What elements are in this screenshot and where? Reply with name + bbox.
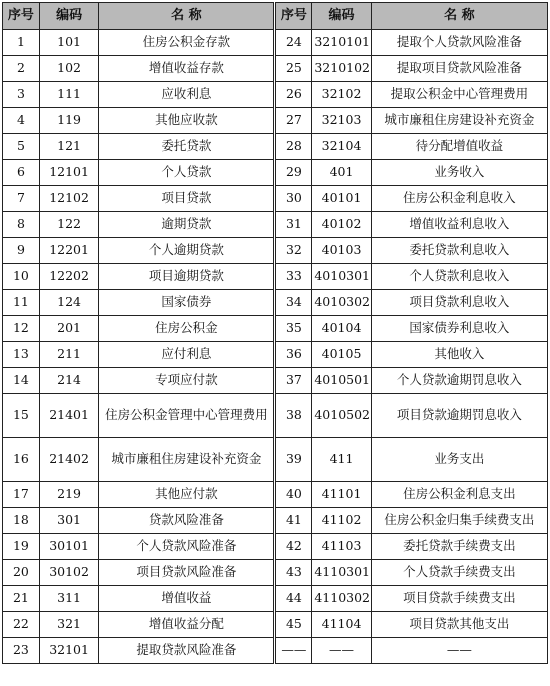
cell-name-right: 业务收入 (371, 160, 547, 186)
table-row (3, 394, 548, 438)
header-no-left: 序号 (3, 3, 40, 30)
cell-code-left: 21401 (39, 394, 98, 438)
cell-no-left: 15 (3, 394, 40, 438)
cell-name-right: 城市廉租住房建设补充资金 (371, 108, 547, 134)
cell-name-right: 个人贷款利息收入 (371, 264, 547, 290)
cell-name-left: 其他应付款 (99, 482, 275, 508)
table-row (3, 368, 548, 394)
table-row (3, 342, 548, 368)
cell-name-right: 委托贷款利息收入 (371, 238, 547, 264)
cell-no-left: 17 (3, 482, 40, 508)
cell-no-right: 34 (275, 290, 312, 316)
table-row (3, 108, 548, 134)
cell-no-left: 14 (3, 368, 40, 394)
cell-name-left: 增值收益分配 (99, 612, 275, 638)
cell-name-left: 应收利息 (99, 82, 275, 108)
table-row (3, 482, 548, 508)
cell-code-left: 12102 (39, 186, 98, 212)
cell-no-left: 23 (3, 638, 40, 664)
cell-no-right: 41 (275, 508, 312, 534)
table-row (3, 508, 548, 534)
cell-code-right: 401 (312, 160, 371, 186)
cell-code-left: 214 (39, 368, 98, 394)
cell-no-right: 38 (275, 394, 312, 438)
cell-name-left: 应付利息 (99, 342, 275, 368)
cell-code-right: 32104 (312, 134, 371, 160)
cell-no-right: 27 (275, 108, 312, 134)
cell-code-left: 122 (39, 212, 98, 238)
cell-no-right: 30 (275, 186, 312, 212)
header-name-right: 名 称 (371, 3, 547, 30)
table-row (3, 186, 548, 212)
header-name-left: 名 称 (99, 3, 275, 30)
cell-code-right: 32103 (312, 108, 371, 134)
cell-name-right: 项目贷款利息收入 (371, 290, 547, 316)
cell-code-right: 41103 (312, 534, 371, 560)
cell-name-right: 项目贷款手续费支出 (371, 586, 547, 612)
table-header (3, 3, 548, 30)
cell-name-left: 增值收益存款 (99, 56, 275, 82)
table-row (3, 82, 548, 108)
cell-code-left: 12202 (39, 264, 98, 290)
cell-no-right: 29 (275, 160, 312, 186)
cell-code-right: 4010501 (312, 368, 371, 394)
cell-no-right: —— (275, 638, 312, 664)
cell-name-left: 提取贷款风险准备 (99, 638, 275, 664)
table-row (3, 56, 548, 82)
cell-code-right: 40102 (312, 212, 371, 238)
cell-name-right: 其他收入 (371, 342, 547, 368)
cell-code-left: 12201 (39, 238, 98, 264)
cell-code-right: 4010302 (312, 290, 371, 316)
cell-no-left: 5 (3, 134, 40, 160)
cell-no-right: 33 (275, 264, 312, 290)
cell-name-left: 项目贷款风险准备 (99, 560, 275, 586)
cell-code-right: 41102 (312, 508, 371, 534)
cell-name-right: —— (371, 638, 547, 664)
cell-name-right: 住房公积金利息收入 (371, 186, 547, 212)
cell-name-right: 个人贷款逾期罚息收入 (371, 368, 547, 394)
cell-code-right: 40101 (312, 186, 371, 212)
cell-name-left: 住房公积金 (99, 316, 275, 342)
cell-no-right: 43 (275, 560, 312, 586)
cell-code-right: 3210101 (312, 30, 371, 56)
cell-code-right: 40105 (312, 342, 371, 368)
cell-name-right: 提取公积金中心管理费用 (371, 82, 547, 108)
cell-no-left: 8 (3, 212, 40, 238)
cell-code-right: 41104 (312, 612, 371, 638)
cell-code-right: 41101 (312, 482, 371, 508)
cell-code-left: 101 (39, 30, 98, 56)
cell-code-left: 219 (39, 482, 98, 508)
cell-no-right: 31 (275, 212, 312, 238)
cell-code-right: 40103 (312, 238, 371, 264)
cell-code-left: 21402 (39, 438, 98, 482)
table-row (3, 290, 548, 316)
cell-code-left: 211 (39, 342, 98, 368)
cell-code-right: 4110302 (312, 586, 371, 612)
cell-name-right: 委托贷款手续费支出 (371, 534, 547, 560)
cell-no-left: 9 (3, 238, 40, 264)
table-row (3, 586, 548, 612)
cell-code-left: 124 (39, 290, 98, 316)
cell-name-right: 项目贷款其他支出 (371, 612, 547, 638)
cell-no-left: 1 (3, 30, 40, 56)
cell-name-right: 增值收益利息收入 (371, 212, 547, 238)
cell-name-left: 增值收益 (99, 586, 275, 612)
cell-name-right: 提取个人贷款风险准备 (371, 30, 547, 56)
cell-no-right: 40 (275, 482, 312, 508)
header-row (3, 3, 548, 30)
cell-no-right: 26 (275, 82, 312, 108)
cell-no-right: 32 (275, 238, 312, 264)
cell-code-left: 32101 (39, 638, 98, 664)
cell-no-right: 44 (275, 586, 312, 612)
cell-name-right: 住房公积金利息支出 (371, 482, 547, 508)
cell-name-left: 个人贷款 (99, 160, 275, 186)
cell-no-left: 4 (3, 108, 40, 134)
cell-name-right: 住房公积金归集手续费支出 (371, 508, 547, 534)
cell-code-left: 111 (39, 82, 98, 108)
cell-name-left: 逾期贷款 (99, 212, 275, 238)
cell-name-left: 委托贷款 (99, 134, 275, 160)
cell-name-left: 个人贷款风险准备 (99, 534, 275, 560)
cell-name-left: 住房公积金存款 (99, 30, 275, 56)
cell-no-right: 39 (275, 438, 312, 482)
cell-no-left: 16 (3, 438, 40, 482)
cell-code-right: 32102 (312, 82, 371, 108)
table-row (3, 438, 548, 482)
cell-code-left: 121 (39, 134, 98, 160)
cell-no-left: 3 (3, 82, 40, 108)
cell-name-right: 项目贷款逾期罚息收入 (371, 394, 547, 438)
header-code-left: 编码 (39, 3, 98, 30)
cell-no-right: 25 (275, 56, 312, 82)
header-code-right: 编码 (312, 3, 371, 30)
cell-no-right: 37 (275, 368, 312, 394)
cell-no-left: 22 (3, 612, 40, 638)
cell-name-right: 个人贷款手续费支出 (371, 560, 547, 586)
cell-name-left: 项目逾期贷款 (99, 264, 275, 290)
header-no-right: 序号 (275, 3, 312, 30)
table-body (3, 30, 548, 664)
cell-no-left: 12 (3, 316, 40, 342)
table-row (3, 134, 548, 160)
cell-no-right: 35 (275, 316, 312, 342)
cell-code-right: 4110301 (312, 560, 371, 586)
cell-no-right: 45 (275, 612, 312, 638)
cell-no-left: 19 (3, 534, 40, 560)
table-row (3, 264, 548, 290)
cell-code-left: 30102 (39, 560, 98, 586)
cell-name-left: 国家债券 (99, 290, 275, 316)
cell-code-left: 301 (39, 508, 98, 534)
cell-code-left: 30101 (39, 534, 98, 560)
cell-code-left: 102 (39, 56, 98, 82)
cell-code-left: 201 (39, 316, 98, 342)
cell-code-left: 321 (39, 612, 98, 638)
cell-code-right: —— (312, 638, 371, 664)
table-row (3, 612, 548, 638)
table-row (3, 638, 548, 664)
cell-name-left: 项目贷款 (99, 186, 275, 212)
cell-name-right: 业务支出 (371, 438, 547, 482)
cell-no-left: 2 (3, 56, 40, 82)
cell-code-left: 119 (39, 108, 98, 134)
cell-no-left: 10 (3, 264, 40, 290)
cell-code-right: 4010502 (312, 394, 371, 438)
cell-name-left: 住房公积金管理中心管理费用 (99, 394, 275, 438)
table-row (3, 30, 548, 56)
cell-no-right: 36 (275, 342, 312, 368)
cell-no-left: 13 (3, 342, 40, 368)
cell-code-right: 3210102 (312, 56, 371, 82)
cell-no-right: 28 (275, 134, 312, 160)
accounts-table (2, 2, 548, 664)
cell-no-right: 24 (275, 30, 312, 56)
table-row (3, 316, 548, 342)
cell-name-left: 城市廉租住房建设补充资金 (99, 438, 275, 482)
table-row (3, 560, 548, 586)
table-row (3, 160, 548, 186)
cell-name-left: 个人逾期贷款 (99, 238, 275, 264)
cell-no-right: 42 (275, 534, 312, 560)
cell-no-left: 7 (3, 186, 40, 212)
cell-name-right: 国家债券利息收入 (371, 316, 547, 342)
cell-code-left: 12101 (39, 160, 98, 186)
cell-code-left: 311 (39, 586, 98, 612)
cell-name-left: 其他应收款 (99, 108, 275, 134)
cell-no-left: 11 (3, 290, 40, 316)
cell-no-left: 20 (3, 560, 40, 586)
cell-name-left: 专项应付款 (99, 368, 275, 394)
table-row (3, 212, 548, 238)
table-row (3, 534, 548, 560)
cell-no-left: 6 (3, 160, 40, 186)
cell-name-left: 贷款风险准备 (99, 508, 275, 534)
cell-name-right: 待分配增值收益 (371, 134, 547, 160)
cell-code-right: 40104 (312, 316, 371, 342)
table-row (3, 238, 548, 264)
cell-no-left: 18 (3, 508, 40, 534)
cell-code-right: 4010301 (312, 264, 371, 290)
cell-name-right: 提取项目贷款风险准备 (371, 56, 547, 82)
cell-no-left: 21 (3, 586, 40, 612)
cell-code-right: 411 (312, 438, 371, 482)
